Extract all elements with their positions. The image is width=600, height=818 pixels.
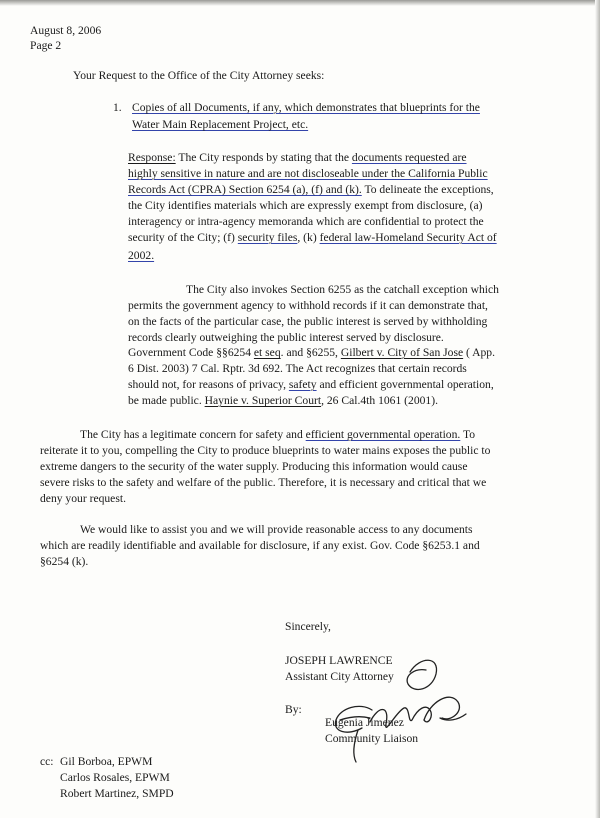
response-text: security of the City; (f) (128, 231, 238, 244)
para3-line-2: reiterate it to you, compelling the City to produce blueprints to water mains exposes the public to (40, 444, 491, 457)
para2-text: should not, for reasons of privacy, (128, 378, 289, 391)
cc-recipient: Carlos Rosales, EPWM (60, 771, 170, 784)
para2-line-8 (128, 394, 438, 407)
response-line-5: interagency or intra-agency memoranda which are confidential to protect the (128, 215, 484, 228)
response-text: To delineate the exceptions, (361, 183, 494, 196)
para2-text: , 26 Cal.4th 1061 (2001). (321, 394, 438, 407)
para2-text: and efficient governmental operation, (316, 378, 494, 391)
para2-line-2: permits the government agency to withhold records if it can demonstrate that, (128, 299, 488, 312)
response-homeland: federal law-Homeland Security Act of (319, 231, 497, 244)
para2-text: . and §6255, (280, 346, 341, 359)
para3-line-5: deny your request. (40, 492, 126, 505)
response-security-files: security files (237, 231, 298, 244)
cc-label: cc: (40, 755, 54, 768)
response-line-6 (128, 231, 497, 244)
response-cpra: Records Act (CPRA) Section 6254 (a), (f) and (k). (128, 183, 362, 196)
response-highlight: documents requested are (351, 151, 467, 164)
letter-date: August 8, 2006 (30, 24, 102, 37)
response-label: Response: (128, 151, 176, 164)
by-label: By: (285, 703, 302, 716)
response-line-3 (128, 183, 494, 196)
para2-line-3: on the facts of the particular case, the public interest is served by withholding (128, 315, 488, 328)
para3-line-3: extreme dangers to the security of the water supply. Producing this information would cause (40, 460, 468, 473)
para2-text: be made public. (128, 394, 205, 407)
para2-text: Government Code §§6254 (128, 346, 254, 359)
signatory-name: JOSEPH LAWRENCE (285, 654, 393, 667)
scan-edge-right (595, 0, 600, 818)
para2-line-5 (128, 346, 495, 359)
para2-line-6: 6 Dist. 2003) 7 Cal. Rptr. 3d 692. The Act recognizes that certain records (128, 362, 467, 375)
request-number: 1. (113, 101, 122, 114)
para4-line-3: §6254 (k). (40, 555, 89, 568)
request-line-2: Water Main Replacement Project, etc. (132, 118, 309, 131)
para2-line-4: records clearly outweighing the public interest served by disclosure. (128, 331, 444, 344)
scan-edge-top (0, 0, 600, 6)
para2-line-1: The City also invokes Section 6255 as the catchall exception which (186, 283, 499, 296)
para3-line-4: severe risks to the safety and welfare of the public. Therefore, it is necessary and critical that we (40, 476, 487, 489)
para2-et-seq: et seq (253, 346, 281, 359)
cc-recipient: Robert Martinez, SMPD (60, 787, 174, 800)
para4-line-2: which are readily identifiable and available for disclosure, if any exist. Gov. Code §6253.1 and (40, 539, 480, 552)
intro-line: Your Request to the Office of the City Attorney seeks: (73, 69, 325, 82)
cc-recipient: Gil Borboa, EPWM (60, 755, 153, 768)
handwritten-signature (300, 650, 490, 765)
para2-text: ( App. (463, 346, 496, 359)
response-line-1 (128, 151, 467, 164)
response-line-2: highly sensitive in nature and are not discloseable under the California Public (128, 167, 488, 180)
para2-haynie-case: Haynie v. Superior Court (204, 394, 322, 407)
para2-gilbert-case: Gilbert v. City of San Jose (340, 346, 464, 359)
para2-line-7 (128, 378, 494, 391)
signer-title: Community Liaison (325, 732, 419, 745)
page-number: Page 2 (30, 39, 62, 52)
para3-line-1 (80, 428, 475, 441)
para2-safety: safety (288, 378, 317, 391)
request-line-1: Copies of all Documents, if any, which demonstrates that blueprints for the (132, 101, 480, 114)
para3-text: To (460, 428, 476, 441)
signer-name: Eugenia Jimenez (325, 716, 404, 729)
para4-line-1: We would like to assist you and we will provide reasonable access to any documents (80, 523, 473, 536)
response-text: The City responds by stating that the (175, 151, 352, 164)
closing: Sincerely, (285, 620, 331, 633)
signatory-title: Assistant City Attorney (285, 670, 394, 683)
response-text: , (k) (297, 231, 320, 244)
para3-text: The City has a legitimate concern for safety and (80, 428, 306, 441)
para3-efficient-operation: efficient governmental operation. (305, 428, 461, 441)
response-line-4: the City identifies materials which are expressly exempt from disclosure, (a) (128, 199, 483, 212)
response-line-7: 2002. (128, 249, 155, 262)
